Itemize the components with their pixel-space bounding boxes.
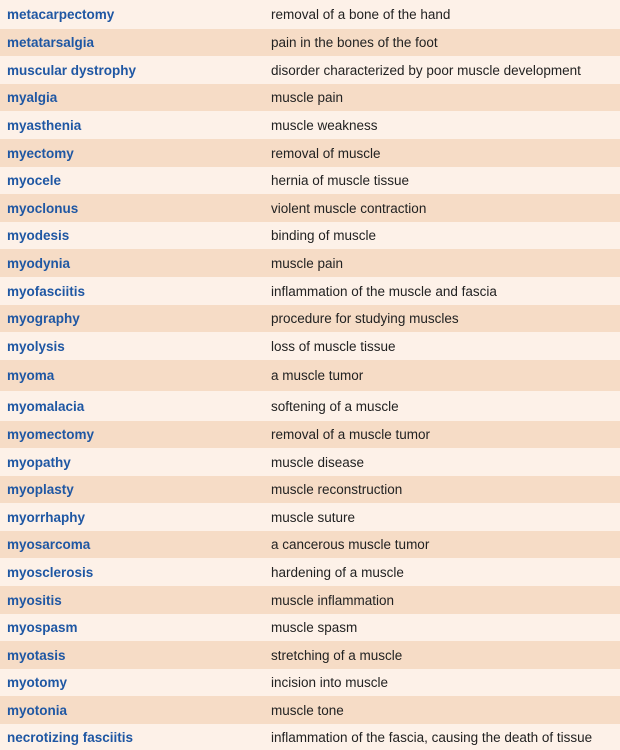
glossary-row: [0, 641, 620, 669]
glossary-definition: muscle spasm: [271, 620, 358, 635]
glossary-term: myotomy: [7, 675, 68, 690]
glossary-row: [0, 194, 620, 222]
glossary-row: [0, 332, 620, 360]
glossary-definition: disorder characterized by poor muscle development: [271, 62, 581, 78]
glossary-definition: muscle tone: [271, 702, 344, 718]
glossary-definition: muscle suture: [271, 509, 356, 525]
glossary-definition: muscle disease: [271, 454, 365, 470]
glossary-term: myography: [7, 311, 80, 326]
glossary-row: [0, 531, 620, 558]
glossary-row: [0, 29, 620, 56]
glossary-definition: procedure for studying muscles: [271, 311, 459, 326]
glossary-row: [0, 249, 620, 277]
glossary-row: [0, 448, 620, 476]
glossary-row: [0, 669, 620, 696]
glossary-term: myectomy: [7, 145, 74, 161]
glossary-definition: muscle weakness: [271, 117, 378, 133]
glossary-term: myodesis: [7, 228, 70, 243]
glossary-term: myospasm: [7, 620, 78, 635]
glossary-term: metacarpectomy: [7, 7, 115, 22]
glossary-term: myoclonus: [7, 200, 79, 216]
glossary-definition: pain in the bones of the foot: [271, 35, 438, 50]
glossary-row: [0, 614, 620, 641]
glossary-term: myasthenia: [7, 117, 82, 133]
glossary-row: [0, 696, 620, 724]
glossary-row: [0, 56, 620, 84]
glossary-definition: removal of a bone of the hand: [271, 7, 451, 22]
glossary-definition: muscle inflammation: [271, 592, 395, 608]
glossary-definition: muscle pain: [271, 90, 344, 105]
glossary-term: metatarsalgia: [7, 35, 95, 50]
glossary-row: [0, 558, 620, 586]
glossary-term: myosarcoma: [7, 537, 91, 552]
glossary-definition: a muscle tumor: [271, 368, 364, 383]
glossary-term: myalgia: [7, 90, 58, 105]
glossary-definition: a cancerous muscle tumor: [271, 537, 430, 552]
glossary-term: myoma: [7, 368, 55, 383]
glossary-definition: violent muscle contraction: [271, 200, 427, 216]
glossary-definition: stretching of a muscle: [271, 647, 403, 663]
glossary-definition: hernia of muscle tissue: [271, 173, 410, 188]
glossary-row: [0, 503, 620, 531]
glossary-row: [0, 167, 620, 194]
glossary-definition: muscle pain: [271, 255, 344, 271]
glossary-definition: binding of muscle: [271, 228, 377, 243]
glossary-term: myoplasty: [7, 482, 74, 497]
glossary-term: myotonia: [7, 702, 68, 718]
glossary-term: muscular dystrophy: [7, 62, 137, 78]
glossary-term: myodynia: [7, 255, 71, 271]
glossary-row: [0, 586, 620, 614]
glossary-row: [0, 84, 620, 111]
glossary-definition: removal of a muscle tumor: [271, 427, 431, 442]
glossary-definition: softening of a muscle: [271, 398, 399, 414]
glossary-row: [0, 421, 620, 448]
glossary-definition: muscle reconstruction: [271, 482, 403, 497]
glossary-term: myomalacia: [7, 398, 85, 414]
glossary-row: [0, 305, 620, 332]
glossary-row: [0, 111, 620, 139]
glossary-row: [0, 139, 620, 167]
glossary-row: [0, 360, 620, 391]
glossary-term: myocele: [7, 173, 62, 188]
glossary-term: myosclerosis: [7, 564, 94, 580]
glossary-definition: inflammation of the muscle and fascia: [271, 283, 497, 299]
glossary-definition: hardening of a muscle: [271, 564, 404, 580]
glossary-row: [0, 0, 620, 29]
glossary-row: [0, 724, 620, 750]
glossary-row: [0, 476, 620, 503]
glossary-term: myolysis: [7, 338, 65, 354]
glossary-term: necrotizing fasciitis: [7, 729, 134, 745]
glossary-term: myositis: [7, 592, 62, 608]
glossary-row: [0, 222, 620, 249]
glossary-definition: loss of muscle tissue: [271, 338, 396, 354]
glossary-term: myofasciitis: [7, 283, 86, 299]
glossary-definition: removal of muscle: [271, 145, 381, 161]
glossary-definition: inflammation of the fascia, causing the death of tissue: [271, 729, 593, 745]
glossary-definition: incision into muscle: [271, 675, 389, 690]
glossary-term: myorrhaphy: [7, 509, 86, 525]
glossary-term: myotasis: [7, 647, 66, 663]
glossary-term: myomectomy: [7, 427, 95, 442]
glossary-row: [0, 277, 620, 305]
glossary-term: myopathy: [7, 454, 71, 470]
glossary-row: [0, 391, 620, 421]
